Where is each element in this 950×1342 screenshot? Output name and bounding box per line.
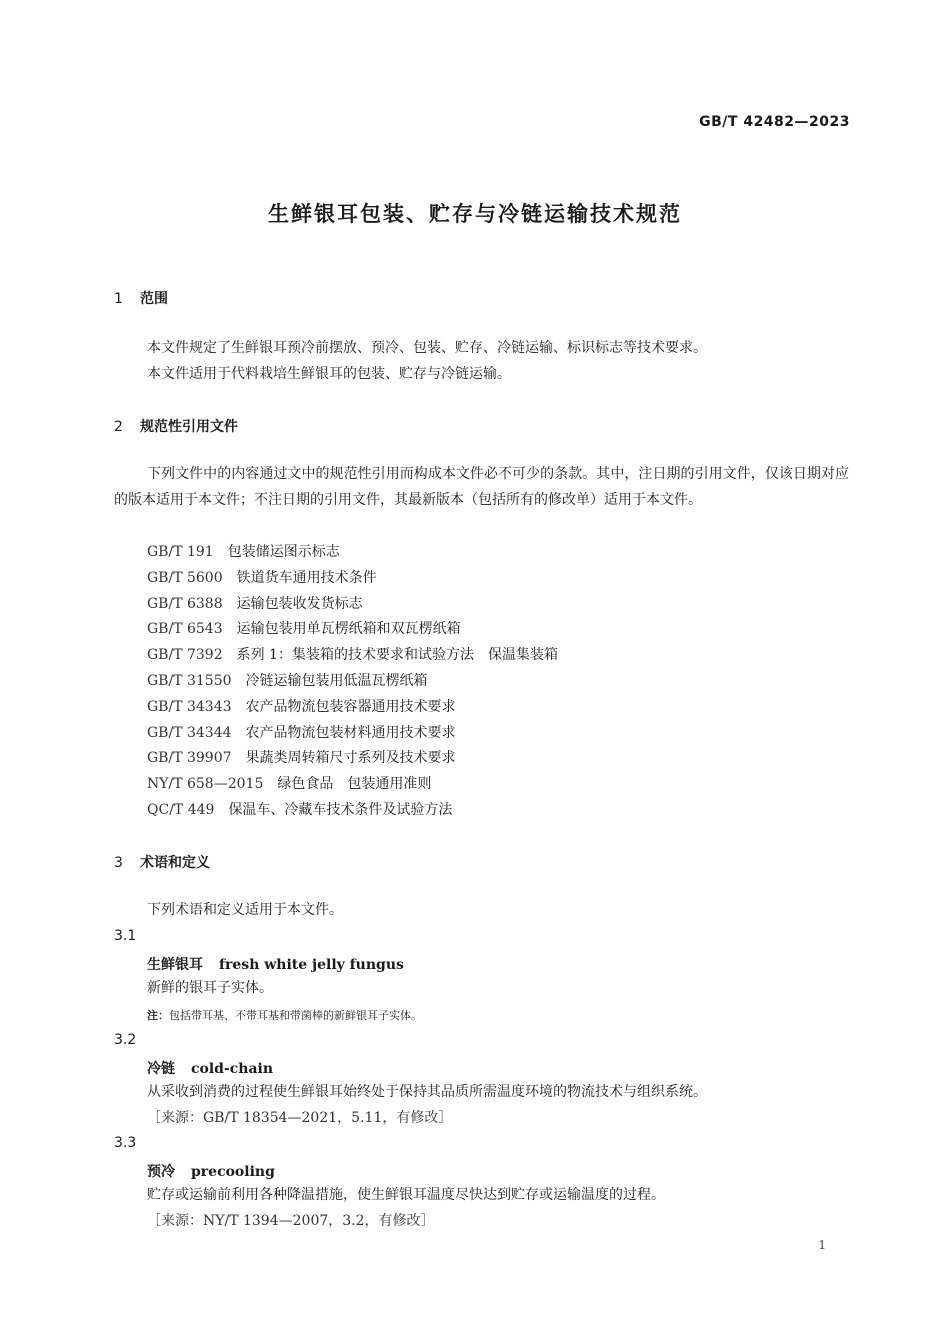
section-2-heading xyxy=(114,416,238,436)
reference-title: 保温车、冷藏车技术条件及试验方法 xyxy=(228,801,453,818)
reference-title: 绿色食品 包装通用准则 xyxy=(277,776,432,793)
reference-code: GB/T 34344 xyxy=(147,724,232,741)
term-source: ［来源：NY/T 1394—2007，3.2，有修改］ xyxy=(147,1213,435,1229)
term-en: cold-chain xyxy=(191,1061,274,1077)
section-number: 1 xyxy=(114,291,123,307)
section-1-heading xyxy=(114,288,168,308)
term-definition: 新鲜的银耳子实体。 xyxy=(147,980,273,996)
paragraph: 下列术语和定义适用于本文件。 xyxy=(147,902,343,918)
term-note xyxy=(147,1007,422,1023)
term-heading xyxy=(147,954,404,974)
reference-title: 系列 1：集装箱的技术要求和试验方法 保温集装箱 xyxy=(236,647,558,664)
paragraph: 下列文件中的内容通过文中的规范性引用而构成本文件必不可少的条款。其中，注日期的引用文件，仅该日期对应的版本适用于本文件；不注日期的引用文件，其最新版本（包括所有的修改单）适用于本文件。 xyxy=(114,466,849,508)
reference-title: 农产品物流包装容器通用技术要求 xyxy=(245,698,456,715)
reference-code: GB/T 34343 xyxy=(147,698,232,715)
note-label: 注： xyxy=(147,1009,169,1022)
reference-item xyxy=(147,643,558,669)
reference-item xyxy=(147,695,558,721)
reference-item xyxy=(147,746,558,772)
reference-code: GB/T 31550 xyxy=(147,672,232,689)
reference-title: 冷链运输包装用低温瓦楞纸箱 xyxy=(245,672,428,689)
document-title: 生鲜银耳包装、贮存与冷链运输技术规范 xyxy=(268,202,682,226)
term-source: ［来源：GB/T 18354—2021，5.11，有修改］ xyxy=(147,1110,453,1126)
term-zh: 生鲜银耳 xyxy=(147,957,203,973)
reference-item xyxy=(147,669,558,695)
reference-title: 包装储运图示标志 xyxy=(227,544,340,560)
reference-code: GB/T 6388 xyxy=(147,595,223,612)
term-zh: 预冷 xyxy=(147,1164,175,1180)
term-definition: 从采收到消费的过程使生鲜银耳始终处于保持其品质所需温度环境的物流技术与组织系统。 xyxy=(147,1084,707,1100)
reference-code: GB/T 7392 xyxy=(147,647,223,664)
reference-title: 运输包装收发货标志 xyxy=(236,595,363,612)
section-title: 范围 xyxy=(140,291,168,307)
reference-item xyxy=(147,617,558,643)
reference-code: QC/T 449 xyxy=(147,801,215,818)
note-text: 包括带耳基、不带耳基和带菌棒的新鲜银耳子实体。 xyxy=(169,1009,422,1022)
reference-item xyxy=(147,772,558,798)
reference-list xyxy=(147,540,558,824)
clause-number: 3.3 xyxy=(114,1135,137,1151)
paragraph: 本文件规定了生鲜银耳预冷前摆放、预冷、包装、贮存、冷链运输、标识标志等技术要求。 xyxy=(147,340,707,356)
paragraph: 本文件适用于代料栽培生鲜银耳的包装、贮存与冷链运输。 xyxy=(147,366,511,382)
reference-item xyxy=(147,592,558,618)
reference-item xyxy=(147,540,558,566)
section-3-heading xyxy=(114,852,210,872)
term-zh: 冷链 xyxy=(147,1061,175,1077)
term-definition: 贮存或运输前利用各种降温措施，使生鲜银耳温度尽快达到贮存或运输温度的过程。 xyxy=(147,1187,665,1203)
clause-number: 3.2 xyxy=(114,1032,137,1048)
reference-item xyxy=(147,798,558,824)
reference-code: GB/T 5600 xyxy=(147,569,223,586)
clause-number: 3.1 xyxy=(114,928,137,944)
reference-code: NY/T 658—2015 xyxy=(147,776,264,793)
reference-code: GB/T 6543 xyxy=(147,621,223,638)
term-en: fresh white jelly fungus xyxy=(219,957,404,973)
reference-code: GB/T 39907 xyxy=(147,750,232,767)
standard-number: GB/T 42482—2023 xyxy=(699,114,850,130)
reference-title: 运输包装用单瓦楞纸箱和双瓦楞纸箱 xyxy=(236,621,461,638)
page-number: 1 xyxy=(818,1238,826,1252)
reference-title: 铁道货车通用技术条件 xyxy=(236,569,377,586)
reference-item xyxy=(147,721,558,747)
reference-title: 果蔬类周转箱尺寸系列及技术要求 xyxy=(245,750,456,767)
section-number: 2 xyxy=(114,419,123,435)
term-en: precooling xyxy=(191,1164,275,1180)
section-title: 术语和定义 xyxy=(140,855,210,871)
term-heading xyxy=(147,1058,273,1078)
term-heading xyxy=(147,1161,275,1181)
section-title: 规范性引用文件 xyxy=(140,419,238,435)
reference-title: 农产品物流包装材料通用技术要求 xyxy=(245,724,456,741)
section-number: 3 xyxy=(114,855,123,871)
reference-code: GB/T 191 xyxy=(147,544,214,560)
reference-item xyxy=(147,566,558,592)
